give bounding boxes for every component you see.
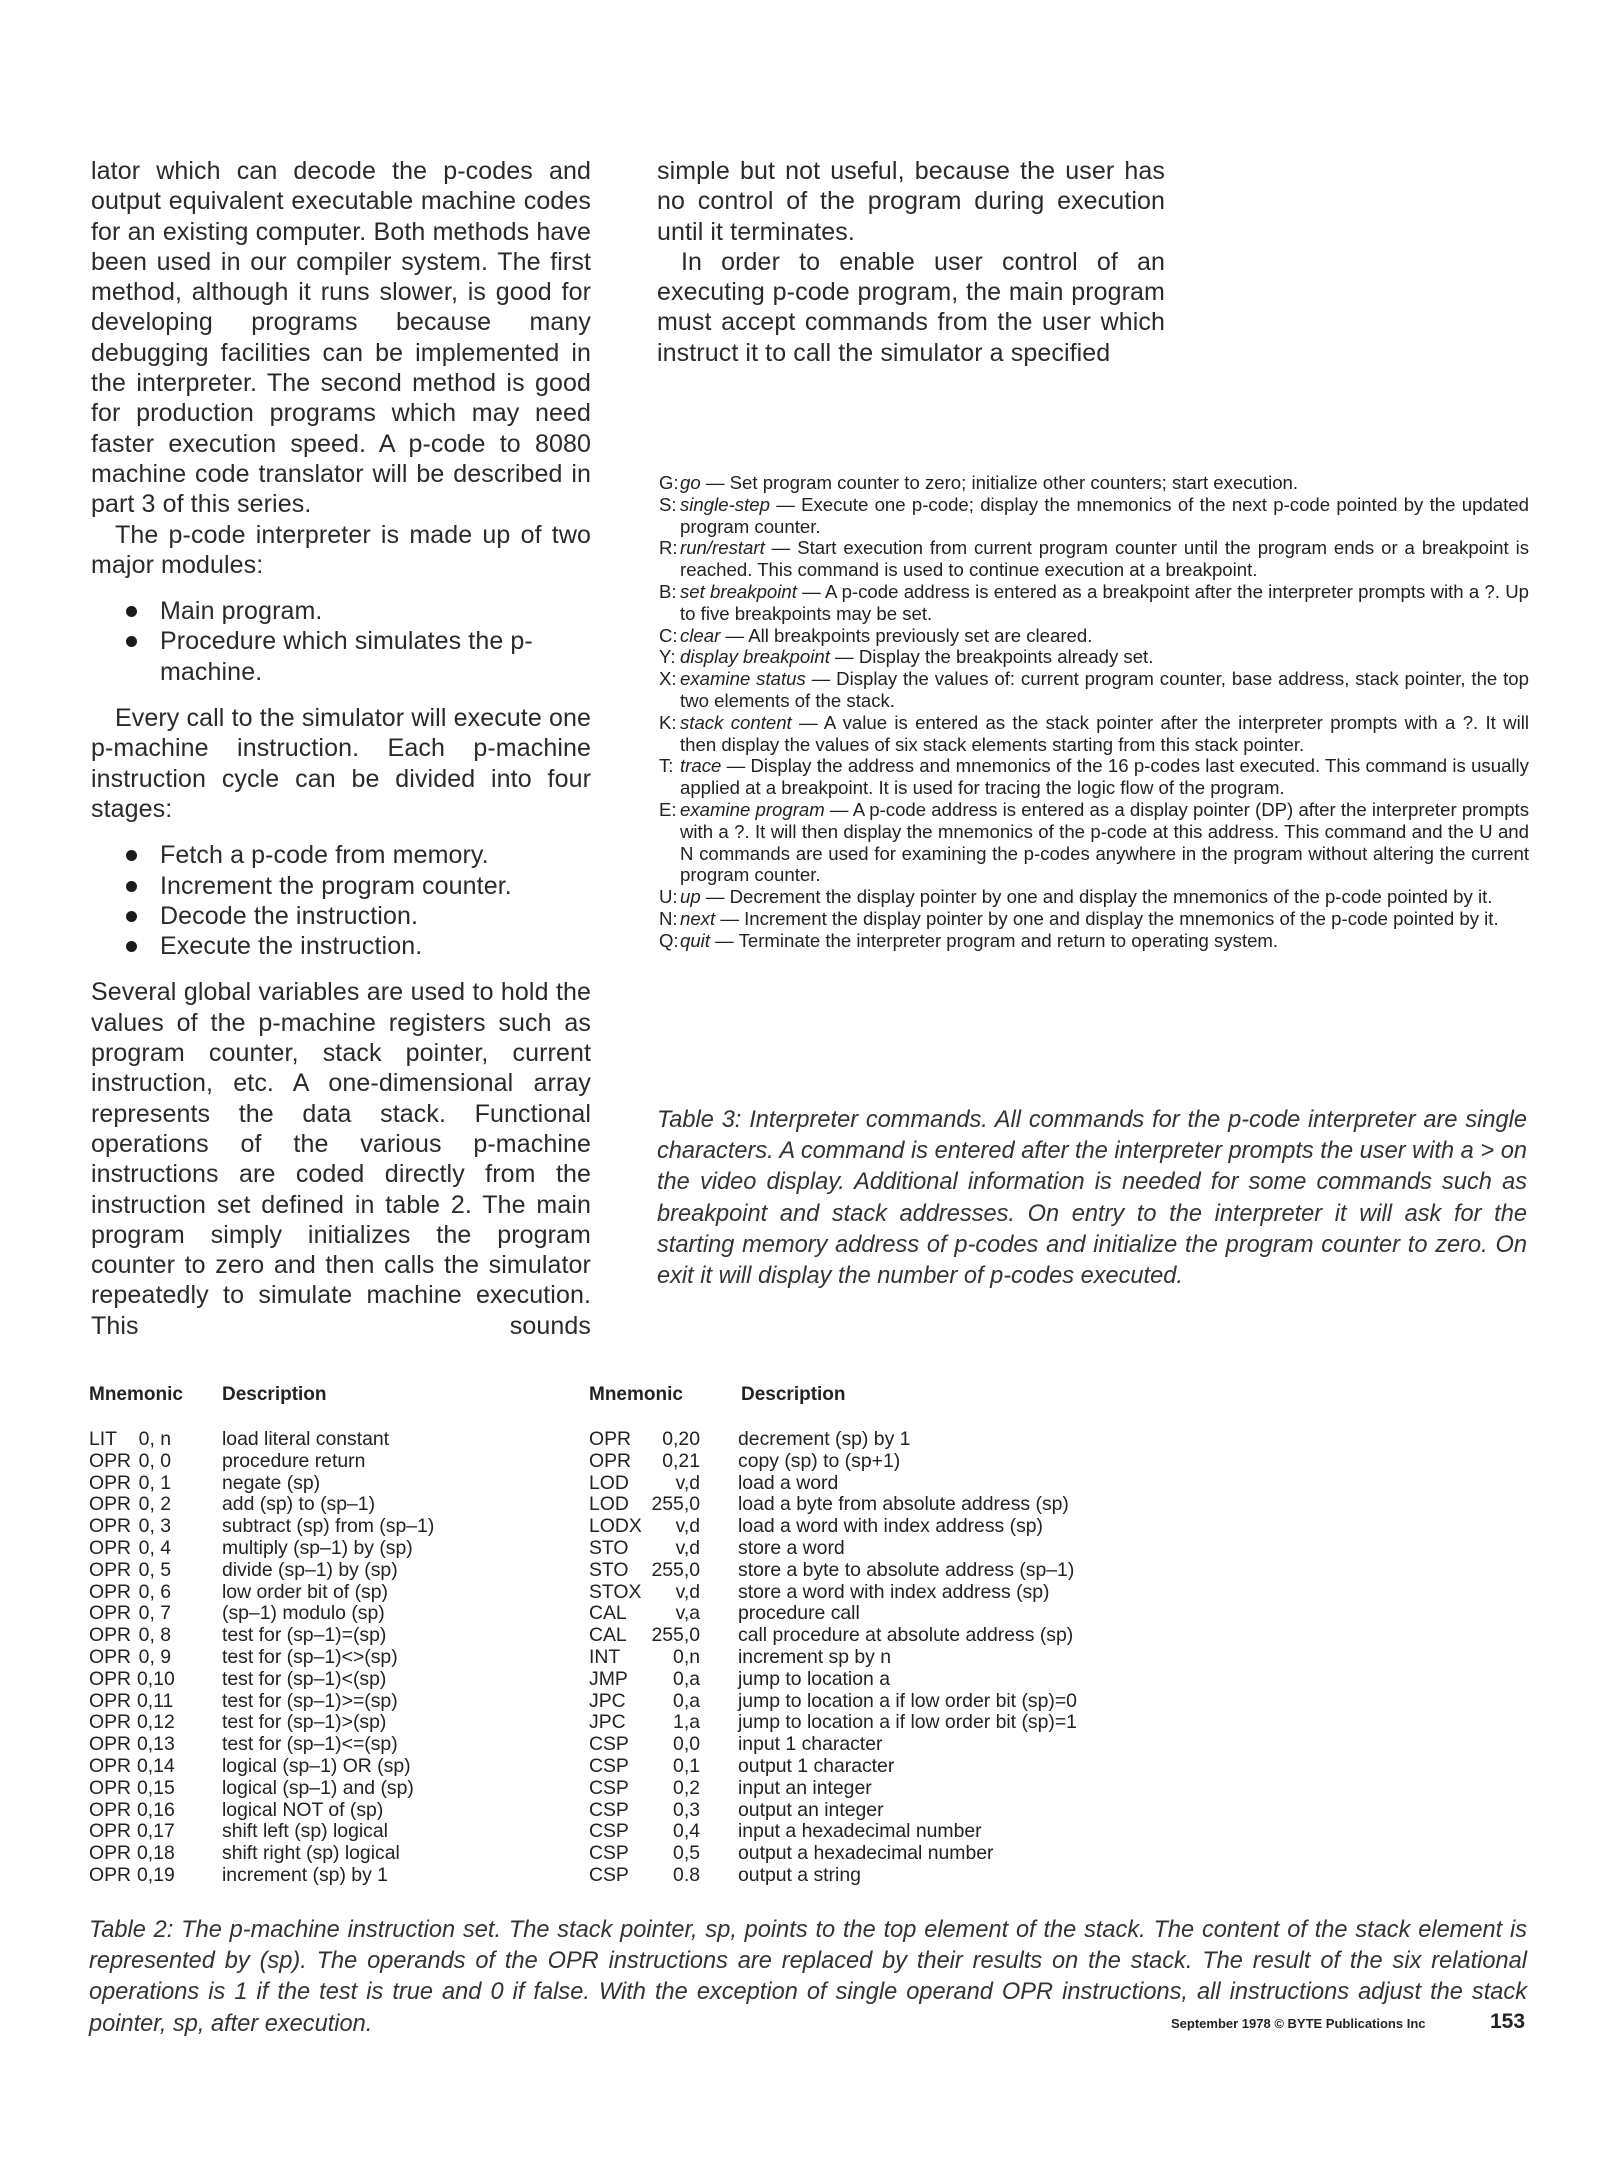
- right-paragraph-1: simple but not useful, because the user has no control of the program during execution until it terminates.: [657, 157, 1165, 246]
- mnemonic-operands: 0, n: [138, 1428, 171, 1450]
- instruction-description: load a word with index address (sp): [738, 1515, 1044, 1538]
- instruction-description: decrement (sp) by 1: [738, 1428, 911, 1450]
- instruction-description: store a word: [738, 1536, 845, 1559]
- mnemonic-operands: 0,11: [137, 1689, 174, 1712]
- mnemonic-operands: 0,10: [137, 1667, 175, 1690]
- mnemonic-op: OPR: [589, 1428, 632, 1450]
- modules-list: [91, 596, 591, 687]
- command-term: go: [680, 472, 701, 493]
- instruction-description: output a string: [738, 1863, 861, 1886]
- instruction-description: test for (sp–1)>(sp): [222, 1711, 387, 1734]
- command-description: Display the breakpoints already set.: [858, 646, 1154, 668]
- instruction-description: test for (sp–1)<=(sp): [222, 1733, 398, 1756]
- left-paragraph-2: The p-code interpreter is made up of two major modules:: [91, 520, 591, 579]
- mnemonic-op: CSP: [589, 1776, 629, 1799]
- instruction-description: logical NOT of (sp): [222, 1798, 384, 1821]
- mnemonic-op: OPR: [89, 1711, 132, 1734]
- mnemonic-operands: 255,0: [651, 1558, 700, 1581]
- mnemonic-operands: v,d: [675, 1536, 700, 1559]
- instruction-description: output 1 character: [738, 1754, 895, 1777]
- instruction-description: input a hexadecimal number: [738, 1820, 982, 1843]
- command-key: K:: [659, 711, 677, 733]
- interpreter-commands-list: [659, 472, 1529, 952]
- list-item: Main program.: [91, 596, 591, 626]
- command-description: A value is entered as the stack pointer after the interpreter prompts with a ?. It will then display the values of six stack elements starting from this stack pointer.: [680, 711, 1529, 755]
- mnemonic-header: Mnemonic: [89, 1384, 183, 1405]
- mnemonic-operands: 0,5: [673, 1842, 700, 1865]
- instruction-description: divide (sp–1) by (sp): [222, 1558, 398, 1581]
- command-description: Execute one p-code; display the mnemonics of the next p-code pointed by the updated program counter.: [680, 493, 1529, 537]
- instruction-description: jump to location a: [738, 1667, 890, 1690]
- mnemonic-operands: v,d: [675, 1471, 700, 1494]
- mnemonic-op: OPR: [89, 1515, 132, 1538]
- command-description: Decrement the display pointer by one and display the mnemonics of the p-code pointed by it.: [729, 886, 1493, 908]
- left-column: [91, 156, 591, 1341]
- mnemonic-op: OPR: [89, 1776, 132, 1799]
- instruction-description: store a word with index address (sp): [738, 1580, 1050, 1603]
- mnemonic-operands: 0,a: [673, 1689, 700, 1712]
- mnemonic-operands: 0, 4: [138, 1536, 171, 1559]
- mnemonic-op: JMP: [589, 1667, 628, 1690]
- mnemonic-op: OPR: [89, 1471, 132, 1494]
- right-paragraph-2: In order to enable user control of an executing p-code program, the main program must accept commands from the user which instruct it to call the simulator a specified: [657, 247, 1165, 367]
- mnemonic-operands: 255,0: [651, 1624, 700, 1647]
- mnemonic-op: JPC: [589, 1711, 626, 1734]
- command-term: single-step: [680, 493, 770, 515]
- mnemonic-op: OPR: [89, 1449, 132, 1472]
- command-description: A p-code address is entered as a breakpoint after the interpreter prompts with a ?. Up to five breakpoints may be set.: [680, 580, 1530, 624]
- mnemonic-op: CSP: [589, 1820, 629, 1843]
- command-entry: C: clear — All breakpoints previously set are cleared.: [659, 624, 1093, 646]
- mnemonic-op: CSP: [589, 1754, 629, 1777]
- mnemonic-operands: 0, 2: [138, 1493, 171, 1516]
- mnemonic-op: CSP: [589, 1798, 629, 1821]
- command-key: U:: [659, 886, 678, 908]
- mnemonic-op: OPR: [89, 1624, 132, 1647]
- command-entry: U: up — Decrement the display pointer by one and display the mnemonics of the p-code pointed by it.: [659, 886, 1493, 908]
- mnemonic-op: LOD: [589, 1493, 629, 1516]
- command-entry: T: trace — Display the address and mnemonics of the 16 p-codes last executed. This command is usually applied at a breakpoint. It is used for tracing the logic flow of the program.: [659, 755, 1529, 799]
- mnemonic-operands: 0,19: [137, 1863, 175, 1886]
- command-entry: R: run/restart — Start execution from current program counter until the program ends or a breakpoint is reached. This command is used to continue execution at a breakpoint.: [659, 537, 1529, 581]
- instruction-description: shift right (sp) logical: [222, 1842, 400, 1865]
- right-column: [657, 156, 1165, 368]
- mnemonic-operands: 0, 5: [138, 1558, 171, 1581]
- instruction-description: load a byte from absolute address (sp): [738, 1493, 1069, 1516]
- description-header: Description: [222, 1384, 327, 1405]
- mnemonic-op: OPR: [89, 1536, 132, 1559]
- instruction-description: increment (sp) by 1: [222, 1863, 388, 1886]
- mnemonic-operands: 0, 0: [138, 1449, 171, 1472]
- instruction-description: negate (sp): [222, 1471, 321, 1494]
- mnemonic-op: OPR: [589, 1449, 632, 1472]
- left-paragraph-1: lator which can decode the p-codes and output equivalent executable machine codes for an existing computer. Both methods have been used in our compiler system. The first method, although it runs slower, is good for developing programs because many debugging facilities can be implemented in the interpreter. The second method is good for production programs which may need faster execution speed. A p-code to 8080 machine code translator will be described in part 3 of this series.: [91, 157, 591, 519]
- mnemonic-op: INT: [589, 1645, 621, 1668]
- instruction-description: increment sp by n: [738, 1645, 892, 1668]
- list-item: Fetch a p-code from memory.: [91, 840, 591, 870]
- command-term: run/restart: [680, 537, 765, 559]
- command-entry: E: examine program — A p-code address is entered as a display pointer (DP) after the interpreter prompts with a ?. It will then display the mnemonics of the p-code at this address. This command and the U and N commands are used for examining the p-codes anywhere in the program without altering the current program counter.: [659, 798, 1529, 886]
- instruction-description: test for (sp–1)<(sp): [222, 1667, 387, 1690]
- command-term: clear: [680, 624, 721, 646]
- command-description: All breakpoints previously set are cleared.: [748, 624, 1093, 646]
- command-key: C:: [659, 624, 678, 646]
- instruction-description: procedure call: [738, 1602, 860, 1625]
- mnemonic-op: OPR: [89, 1602, 132, 1625]
- mnemonic-operands: 0, 3: [138, 1515, 171, 1538]
- mnemonic-operands: 255,0: [651, 1493, 700, 1516]
- description-header: Description: [741, 1384, 846, 1405]
- list-item: Decode the instruction.: [91, 901, 591, 931]
- instruction-description: procedure return: [222, 1449, 366, 1472]
- command-description: Increment the display pointer by one and display the mnemonics of the p-code pointed by it.: [744, 907, 1499, 929]
- mnemonic-op: STO: [589, 1558, 629, 1581]
- instruction-description: subtract (sp) from (sp–1): [222, 1515, 435, 1538]
- mnemonic-op: OPR: [89, 1842, 132, 1865]
- command-key: B:: [659, 580, 677, 602]
- mnemonic-op: OPR: [89, 1493, 132, 1516]
- command-description: Display the address and mnemonics of the 16 p-codes last executed. This command is usually applied at a breakpoint. It is used for tracing the logic flow of the program.: [680, 755, 1529, 799]
- instruction-description: load literal constant: [222, 1428, 390, 1450]
- mnemonic-op: STO: [589, 1536, 629, 1559]
- mnemonic-operands: 0,2: [673, 1776, 700, 1799]
- page-number: 153: [1490, 2010, 1526, 2033]
- mnemonic-op: STOX: [589, 1580, 642, 1603]
- command-description: Set program counter to zero; initialize other counters; start execution.: [729, 472, 1299, 493]
- left-paragraph-3: Every call to the simulator will execute one p-machine instruction. Each p-machine instruction cycle can be divided into four stages:: [91, 704, 591, 823]
- mnemonic-op: CAL: [589, 1624, 627, 1647]
- command-entry: S: single-step — Execute one p-code; display the mnemonics of the next p-code pointed by the updated program counter.: [659, 493, 1529, 537]
- table3-caption: Table 3: Interpreter commands. All commands for the p-code interpreter are single characters. A command is entered after the interpreter prompts the user with a > on the video display. Additional information is needed for some commands such as breakpoint and stack addresses. On entry to the interpreter it will ask for the starting memory address of p-codes and initialize the program counter to zero. On exit it will display the number of p-codes executed.: [657, 1107, 1527, 1290]
- footer-publication-line: September 1978 © BYTE Publications Inc: [1171, 2016, 1426, 2031]
- command-key: E:: [659, 798, 677, 820]
- list-item: Procedure which simulates the p-machine.: [91, 626, 591, 687]
- instruction-description: (sp–1) modulo (sp): [222, 1602, 385, 1625]
- command-term: set breakpoint: [680, 580, 797, 602]
- command-description: Start execution from current program counter until the program ends or a breakpoint is reached. This command is used to continue execution at a breakpoint.: [680, 537, 1529, 581]
- command-key: T:: [659, 755, 674, 777]
- mnemonic-op: LODX: [589, 1515, 642, 1538]
- command-term: display breakpoint: [680, 646, 830, 668]
- command-entry: G: go — Set program counter to zero; initialize other counters; start execution.: [659, 472, 1299, 493]
- instruction-description: output an integer: [738, 1798, 884, 1821]
- mnemonic-op: CSP: [589, 1863, 629, 1886]
- mnemonic-operands: 0,15: [137, 1776, 175, 1799]
- mnemonic-op: OPR: [89, 1580, 132, 1603]
- command-term: trace: [680, 755, 722, 777]
- instruction-description: input 1 character: [738, 1733, 883, 1756]
- mnemonic-operands: 1,a: [673, 1711, 700, 1734]
- mnemonic-operands: 0,1: [673, 1754, 700, 1777]
- instruction-description: low order bit of (sp): [222, 1580, 388, 1603]
- mnemonic-operands: 0.8: [673, 1863, 700, 1886]
- command-key: S:: [659, 493, 677, 515]
- command-entry: Q: quit — Terminate the interpreter program and return to operating system.: [659, 929, 1279, 951]
- mnemonic-operands: 0,3: [673, 1798, 700, 1821]
- mnemonic-op: OPR: [89, 1733, 132, 1756]
- mnemonic-op: OPR: [89, 1689, 132, 1712]
- mnemonic-op: OPR: [89, 1863, 132, 1886]
- mnemonic-op: OPR: [89, 1558, 132, 1581]
- instruction-description: test for (sp–1)=(sp): [222, 1624, 387, 1647]
- mnemonic-op: OPR: [89, 1798, 132, 1821]
- mnemonic-operands: 0,4: [673, 1820, 700, 1843]
- instruction-description: call procedure at absolute address (sp): [738, 1624, 1074, 1647]
- mnemonic-header: Mnemonic: [589, 1384, 683, 1405]
- command-entry: Y: display breakpoint — Display the breakpoints already set.: [659, 646, 1154, 668]
- command-key: X:: [659, 668, 677, 690]
- command-entry: X: examine status — Display the values of: current program counter, base address, stack pointer, the top two elements of the stack.: [659, 668, 1529, 711]
- mnemonic-op: OPR: [89, 1820, 132, 1843]
- instruction-description: logical (sp–1) OR (sp): [222, 1754, 411, 1777]
- command-description: A p-code address is entered as a display pointer (DP) after the interpreter prompts with a ?. It will then display the mnemonics of the p-code at this address. This command and the U and N commands are used for examining the p-codes anywhere in the program without altering the current program counter.: [680, 798, 1529, 886]
- mnemonic-operands: v,a: [675, 1602, 700, 1625]
- instruction-description: test for (sp–1)>=(sp): [222, 1689, 398, 1712]
- mnemonic-operands: 0,21: [662, 1449, 700, 1472]
- stages-list: [91, 840, 591, 961]
- command-description: Display the values of: current program counter, base address, stack pointer, the top two elements of the stack.: [680, 668, 1529, 711]
- instruction-description: logical (sp–1) and (sp): [222, 1776, 414, 1799]
- mnemonic-op: CSP: [589, 1733, 629, 1756]
- instruction-description: jump to location a if low order bit (sp)=0: [738, 1689, 1077, 1712]
- command-key: Q:: [659, 929, 679, 951]
- mnemonic-operands: v,d: [675, 1580, 700, 1603]
- command-key: G:: [659, 472, 679, 493]
- left-paragraph-4: Several global variables are used to hold the values of the p-machine registers such as program counter, stack pointer, current instruction, etc. A one-dimensional array represents the data stack. Functional operations of the various p-machine instructions are coded directly from the instruction set defined in table 2. The main program simply initializes the program counter to zero and then calls the simulator repeatedly to simulate machine execution. This sounds: [91, 978, 591, 1340]
- mnemonic-operands: 0,16: [137, 1798, 175, 1821]
- mnemonic-op: OPR: [89, 1645, 132, 1668]
- command-key: Y:: [659, 646, 676, 668]
- instruction-description: jump to location a if low order bit (sp)=1: [738, 1711, 1077, 1734]
- command-term: examine program: [680, 798, 825, 820]
- command-entry: B: set breakpoint — A p-code address is entered as a breakpoint after the interpreter prompts with a ?. Up to five breakpoints may be set.: [659, 580, 1530, 624]
- command-term: examine status: [680, 668, 806, 690]
- command-term: up: [680, 886, 701, 908]
- mnemonic-operands: 0,0: [673, 1733, 700, 1756]
- mnemonic-operands: 0, 6: [138, 1580, 171, 1603]
- mnemonic-operands: 0,20: [662, 1428, 700, 1450]
- mnemonic-operands: 0,n: [673, 1645, 700, 1668]
- command-key: N:: [659, 907, 678, 929]
- mnemonic-operands: 0,18: [137, 1842, 175, 1865]
- instruction-description: add (sp) to (sp–1): [222, 1493, 376, 1516]
- mnemonic-op: CAL: [589, 1602, 627, 1625]
- mnemonic-op: CSP: [589, 1842, 629, 1865]
- mnemonic-op: JPC: [589, 1689, 626, 1712]
- command-term: quit: [680, 929, 710, 951]
- mnemonic-op: LIT: [89, 1428, 118, 1450]
- mnemonic-operands: 0,12: [137, 1711, 175, 1734]
- mnemonic-operands: 0, 9: [138, 1645, 171, 1668]
- mnemonic-op: LOD: [589, 1471, 629, 1494]
- mnemonic-operands: 0,a: [673, 1667, 700, 1690]
- mnemonic-operands: 0, 1: [138, 1471, 171, 1494]
- mnemonic-operands: 0,14: [137, 1754, 175, 1777]
- mnemonic-operands: 0,13: [137, 1733, 175, 1756]
- instruction-description: copy (sp) to (sp+1): [738, 1449, 901, 1472]
- command-entry: K: stack content — A value is entered as the stack pointer after the interpreter prompts with a ?. It will then display the values of six stack elements starting from this stack pointer.: [659, 711, 1529, 755]
- command-term: stack content: [680, 711, 792, 733]
- command-description: Terminate the interpreter program and return to operating system.: [738, 929, 1279, 951]
- instruction-description: output a hexadecimal number: [738, 1842, 994, 1865]
- table2-caption: Table 2: The p-machine instruction set. The stack pointer, sp, points to the top element of the stack. The content of the stack element is represented by (sp). The operands of the OPR instructions are replaced by their results on the stack. The result of the six relational operations is 1 if the test is true and 0 if false. With the exception of single operand OPR instructions, all instructions adjust the stack pointer, sp, after execution.: [89, 1917, 1527, 2037]
- command-term: next: [680, 907, 716, 929]
- instruction-description: input an integer: [738, 1776, 872, 1799]
- mnemonic-op: OPR: [89, 1667, 132, 1690]
- command-key: R:: [659, 537, 678, 559]
- list-item: Execute the instruction.: [91, 931, 591, 961]
- mnemonic-op: OPR: [89, 1754, 132, 1777]
- command-entry: N: next — Increment the display pointer by one and display the mnemonics of the p-code pointed by it.: [659, 907, 1499, 929]
- mnemonic-operands: v,d: [675, 1515, 700, 1538]
- mnemonic-operands: 0,17: [137, 1820, 175, 1843]
- instruction-description: store a byte to absolute address (sp–1): [738, 1558, 1075, 1581]
- instruction-description: shift left (sp) logical: [222, 1820, 388, 1843]
- instruction-description: multiply (sp–1) by (sp): [222, 1536, 413, 1559]
- mnemonic-operands: 0, 7: [138, 1602, 171, 1625]
- mnemonic-operands: 0, 8: [138, 1624, 171, 1647]
- instruction-description: test for (sp–1)<>(sp): [222, 1645, 398, 1668]
- list-item: Increment the program counter.: [91, 871, 591, 901]
- instruction-description: load a word: [738, 1471, 839, 1494]
